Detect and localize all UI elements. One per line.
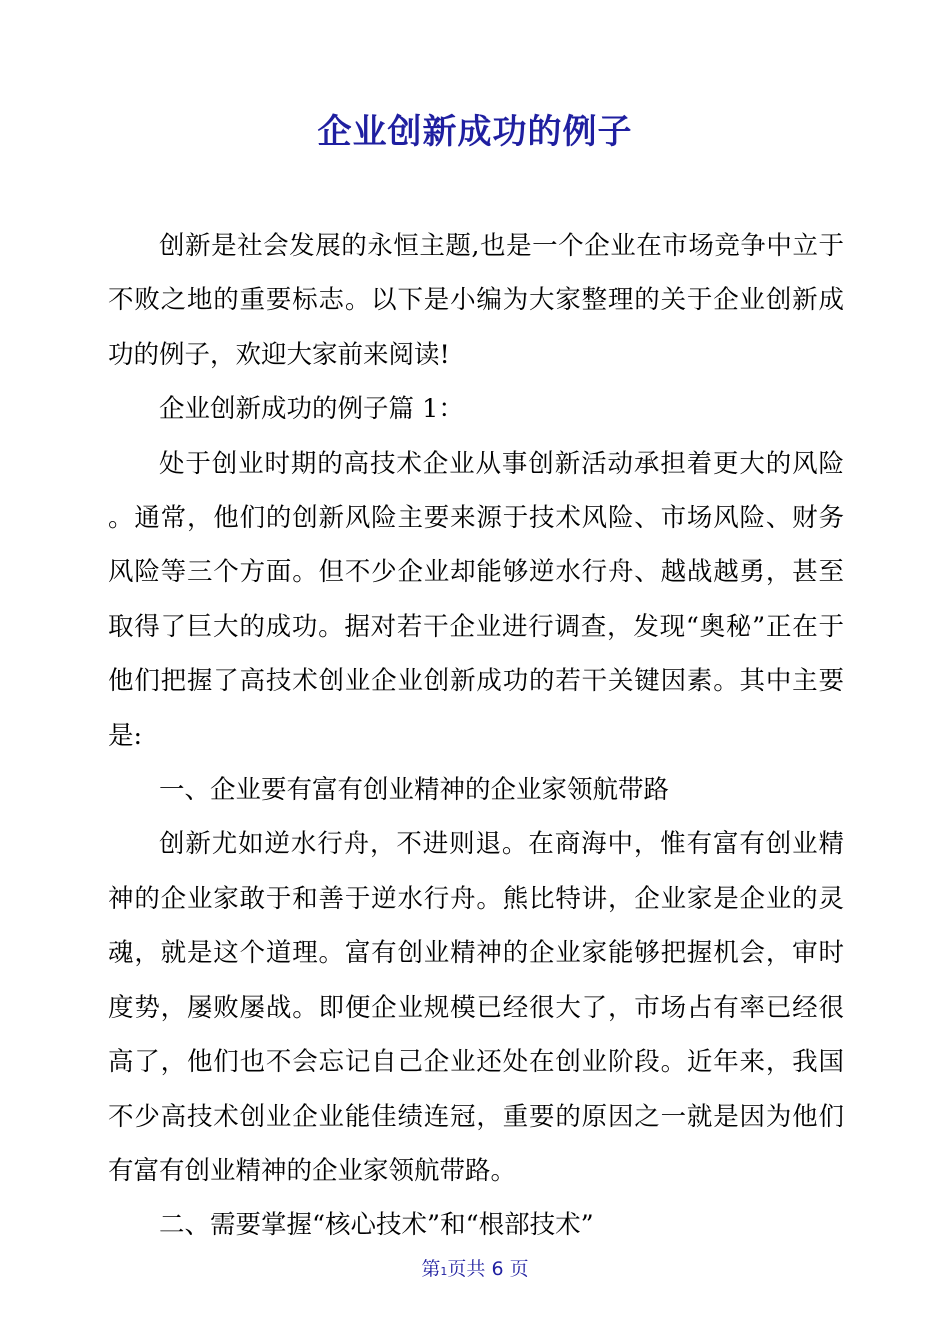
subheading-one: 一、企业要有富有创业精神的企业家领航带路 [159, 775, 670, 806]
subheading-two: 二、需要掌握“核心技术”和“根部技术” [159, 1210, 594, 1241]
footer-prefix: 第 [421, 1258, 441, 1280]
section-heading-part-1: 企业创新成功的例子篇 1： [159, 394, 464, 425]
document-title: 企业创新成功的例子 [317, 112, 633, 152]
body-paragraph: 创新尤如逆水行舟，不进则退。在商海中，惟有富有创业精神的企业家敢于和善于逆水行舟。熊比特讲，企业家是企业的灵魂，就是这个道理。富有创业精神的企业家能够把握机会，审时度势，屡败屡战。即便企业规模已经很大了，市场占有率已经很高了，他们也不会忘记自己企业还处在创业阶段。近年来，我国不少高技术创业企业能佳绩连冠，重要的原因之一就是因为他们有富有创业精神的企业家领航带路。 [108, 829, 844, 1186]
footer-suffix: 页共 6 页 [447, 1258, 529, 1280]
document-body [108, 219, 844, 1253]
intro-paragraph: 创新是社会发展的永恒主题,也是一个企业在市场竞争中立于不败之地的重要标志。以下是小编为大家整理的关于企业创新成功的例子，欢迎大家前来阅读! [108, 231, 844, 370]
page-footer [0, 1257, 950, 1284]
body-paragraph: 处于创业时期的高技术企业从事创新活动承担着更大的风险。通常，他们的创新风险主要来源于技术风险、市场风险、财务风险等三个方面。但不少企业却能够逆水行舟、越战越勇，甚至取得了巨大的成功。据对若干企业进行调查，发现“奥秘”正在于他们把握了高技术创业企业创新成功的若干关键因素。其中主要是: [108, 448, 844, 751]
footer-page-number: 1 [440, 1265, 448, 1278]
